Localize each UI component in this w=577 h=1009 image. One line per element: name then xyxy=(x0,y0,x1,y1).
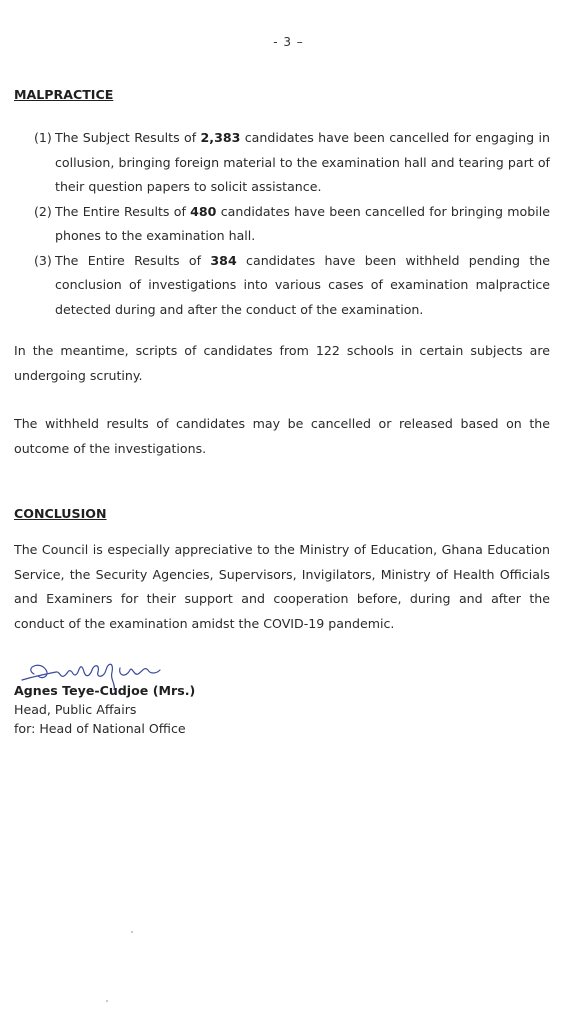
list-number: (3) xyxy=(34,252,52,268)
conclusion-paragraph: The Council is especially appreciative to the Ministry of Education, Ghana Education Service, the Security Agencies, Supervisors, Invigilators, Ministry of Health Officials and Examiners for their support and cooperation before, during and after the conduct of the examination amidst the COVID-19 pandemic. xyxy=(14,542,550,631)
item-text: candidates have been cancelled for engaging in collusion, bringing foreign material to the examination hall and tearing part of their question papers to solicit assistance. xyxy=(55,130,550,194)
signatory-for-line: for: Head of National Office xyxy=(14,721,186,736)
scan-speck xyxy=(131,931,133,933)
signatory-name: Agnes Teye-Cudjoe (Mrs.) xyxy=(14,683,196,698)
item-text: candidates have been cancelled for bringing mobile phones to the examination hall. xyxy=(55,203,550,243)
item-count: 384 xyxy=(210,252,237,268)
item-count: 480 xyxy=(190,203,217,219)
malpractice-list xyxy=(34,126,550,322)
withheld-paragraph: The withheld results of candidates may be cancelled or released based on the outcome of the investigations. xyxy=(14,416,550,456)
meantime-paragraph: In the meantime, scripts of candidates from 122 schools in certain subjects are undergoing scrutiny. xyxy=(14,343,550,383)
malpractice-item-1 xyxy=(34,126,550,200)
scan-speck xyxy=(106,1000,108,1002)
signatory-title: Head, Public Affairs xyxy=(14,702,137,717)
item-text: candidates have been withheld pending the conclusion of investigations into various cases of examination malpractice detected during and after the conduct of the examination. xyxy=(55,252,550,317)
list-number: (2) xyxy=(34,203,52,219)
item-count: 2,383 xyxy=(200,130,241,145)
signature-block xyxy=(14,650,274,738)
item-text: The Entire Results of xyxy=(55,252,211,268)
item-text: The Entire Results of xyxy=(55,203,191,219)
list-number: (1) xyxy=(34,130,52,145)
malpractice-item-3 xyxy=(34,249,550,323)
conclusion-heading: CONCLUSION xyxy=(14,506,107,521)
malpractice-heading: MALPRACTICE xyxy=(14,87,114,102)
malpractice-item-2 xyxy=(34,200,550,249)
item-text: The Subject Results of xyxy=(55,130,201,145)
page-number: - 3 – xyxy=(273,35,304,49)
